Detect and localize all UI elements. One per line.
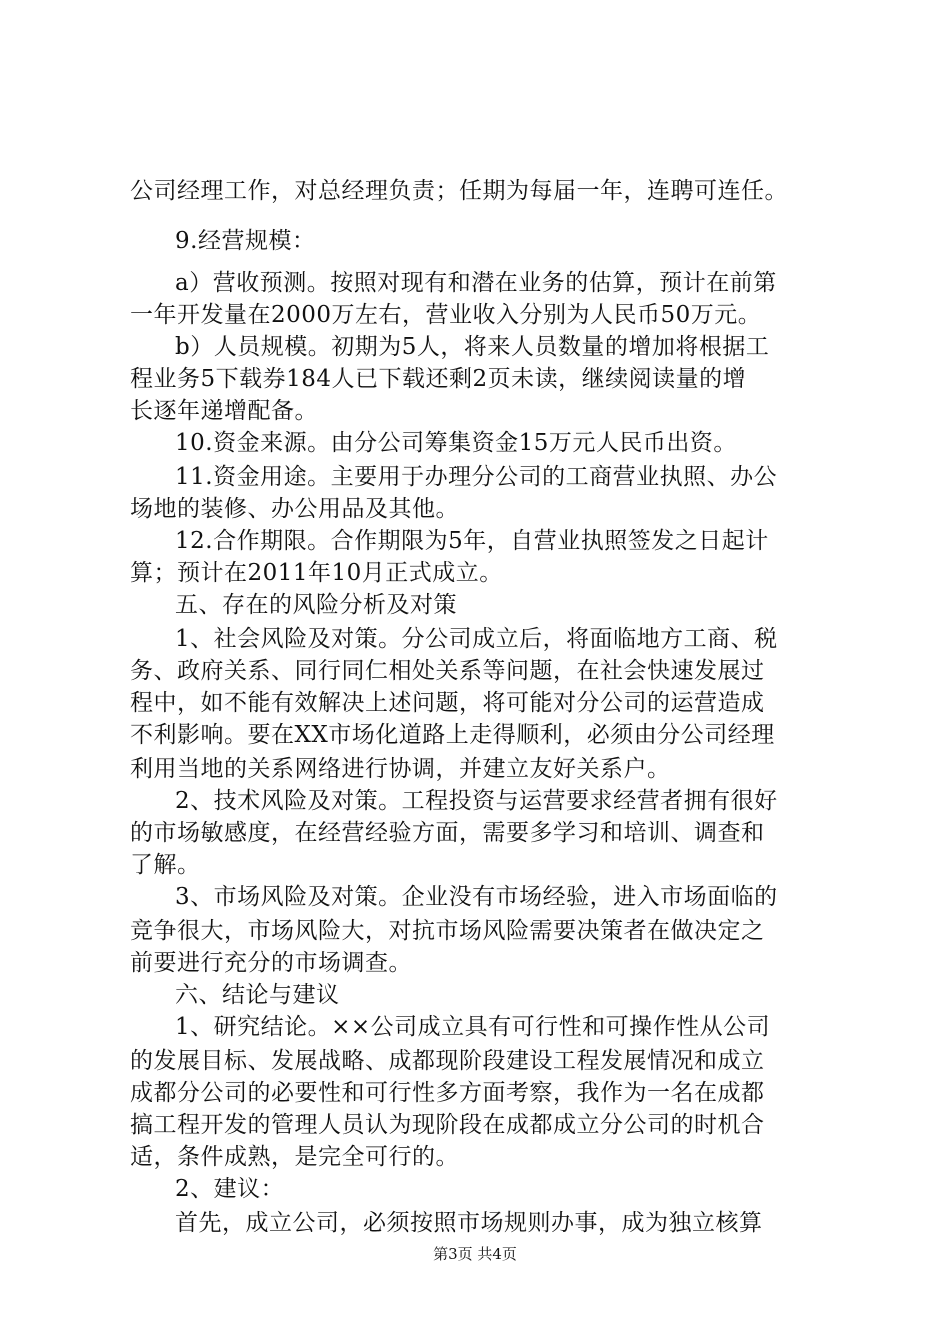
text-line: 2、技术风险及对策。工程投资与运营要求经营者拥有很好 (175, 788, 778, 814)
text-line: 首先，成立公司，必须按照市场规则办事，成为独立核算 (175, 1210, 763, 1236)
text-line: 公司经理工作，对总经理负责；任期为每届一年，连聘可连任。 (130, 178, 788, 204)
page-number-footer: 第3页 共4页 (433, 1245, 517, 1263)
text-line: 程中，如不能有效解决上述问题，将可能对分公司的运营造成 (130, 690, 765, 716)
text-line: 长逐年递增配备。 (130, 398, 318, 424)
text-line: 场地的装修、办公用品及其他。 (130, 496, 459, 522)
text-line: 了解。 (130, 852, 201, 878)
text-line: 利用当地的关系网络进行协调，并建立友好关系户。 (130, 756, 671, 782)
text-line: 12.合作期限。合作期限为5年，自营业执照签发之日起计 (175, 528, 769, 554)
text-line: 适，条件成熟，是完全可行的。 (130, 1144, 459, 1170)
text-line: 的市场敏感度，在经营经验方面，需要多学习和培训、调查和 (130, 820, 765, 846)
section-heading: 六、结论与建议 (175, 982, 340, 1008)
text-line: 竞争很大，市场风险大，对抗市场风险需要决策者在做决定之 (130, 918, 765, 944)
text-line: 一年开发量在2000万左右，营业收入分别为人民币50万元。 (130, 302, 762, 328)
text-line: 算；预计在2011年10月正式成立。 (130, 560, 503, 586)
text-line: 的发展目标、发展战略、成都现阶段建设工程发展情况和成立 (130, 1048, 765, 1074)
text-line: 成都分公司的必要性和可行性多方面考察，我作为一名在成都 (130, 1080, 765, 1106)
text-line: 3、市场风险及对策。企业没有市场经验，进入市场面临的 (175, 884, 778, 910)
text-line: 程业务5下载券184人已下载还剩2页未读，继续阅读量的增 (130, 366, 747, 392)
text-line: 不利影响。要在XX市场化道路上走得顺利，必须由分公司经理 (130, 722, 775, 748)
text-line: 搞工程开发的管理人员认为现阶段在成都成立分公司的时机合 (130, 1112, 765, 1138)
text-line: 10.资金来源。由分公司筹集资金15万元人民币出资。 (175, 430, 737, 456)
text-line: 2、建议： (175, 1176, 285, 1202)
text-line: a）营收预测。按照对现有和潜在业务的估算，预计在前第 (175, 270, 777, 296)
text-line: 1、社会风险及对策。分公司成立后，将面临地方工商、税 (175, 626, 778, 652)
text-line: 务、政府关系、同行同仁相处关系等问题，在社会快速发展过 (130, 658, 765, 684)
text-line: 前要进行充分的市场调查。 (130, 950, 412, 976)
text-line: b）人员规模。初期为5人，将来人员数量的增加将根据工 (175, 334, 770, 360)
text-line: 1、研究结论。××公司成立具有可行性和可操作性从公司 (175, 1014, 771, 1040)
section-heading: 五、存在的风险分析及对策 (175, 592, 457, 618)
section-heading: 9.经营规模： (175, 228, 316, 254)
text-line: 11.资金用途。主要用于办理分公司的工商营业执照、办公 (175, 464, 778, 490)
